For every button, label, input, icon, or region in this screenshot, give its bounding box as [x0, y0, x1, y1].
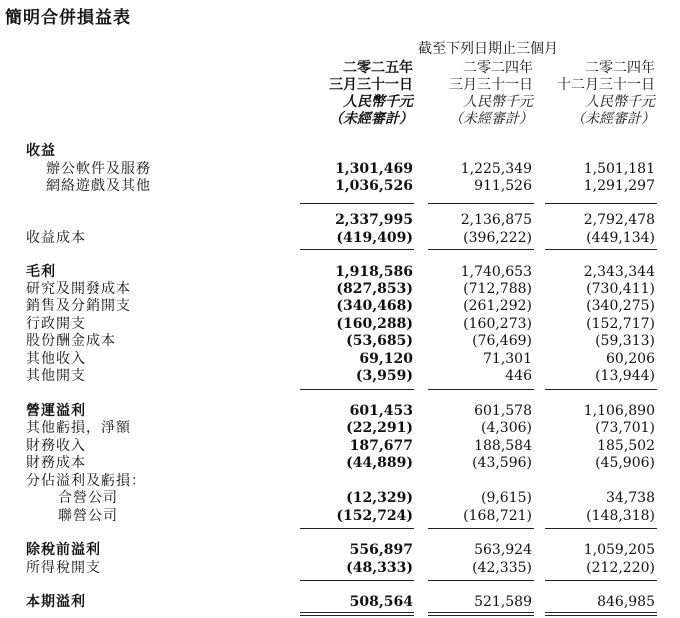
value-cell: (419,409) [336, 230, 413, 246]
value-cell: (42,335) [472, 560, 532, 576]
col1-date-line2: 三月三十一日 [329, 77, 413, 93]
value-cell: (59,313) [595, 333, 655, 349]
value-cell: (160,273) [463, 316, 532, 332]
value-cell: (43,596) [472, 455, 532, 471]
row-label-share-comp: 股份酬金成本 [26, 333, 116, 349]
subtotal-rule [300, 203, 414, 204]
subtotal-rule [428, 249, 534, 250]
col2-date-line2: 三月三十一日 [449, 77, 533, 93]
value-cell: (22,291) [346, 420, 413, 436]
value-cell: 60,206 [606, 351, 655, 367]
statement-title: 簡明合併損益表 [5, 8, 131, 28]
total-double-rule [545, 615, 657, 616]
total-double-rule [300, 612, 414, 613]
row-label-other-income: 其他收入 [26, 351, 86, 367]
value-cell: (827,853) [336, 281, 413, 297]
row-label-profit-before-tax: 除稅前溢利 [26, 542, 101, 558]
value-cell: (340,468) [336, 298, 413, 314]
value-cell: (152,724) [336, 508, 413, 524]
row-label-other-losses: 其他虧損，淨額 [26, 420, 131, 436]
value-cell: 34,738 [606, 490, 655, 506]
subtotal-rule [545, 203, 657, 204]
value-cell: 2,792,478 [583, 212, 655, 228]
value-cell: 1,301,469 [335, 161, 413, 177]
col3-date-line2: 十二月三十一日 [557, 77, 655, 93]
subtotal-rule [300, 249, 414, 250]
subtotal-rule [545, 389, 657, 390]
value-cell: 563,924 [474, 542, 532, 558]
total-double-rule [428, 615, 534, 616]
value-cell: (48,333) [346, 560, 413, 576]
value-cell: (449,134) [586, 230, 655, 246]
total-double-rule [300, 615, 414, 616]
value-cell: 846,985 [597, 594, 655, 610]
col3-audit: （未經審計） [571, 111, 655, 127]
value-cell: 71,301 [483, 351, 532, 367]
subtotal-rule [428, 580, 534, 581]
col2-audit: （未經審計） [449, 111, 533, 127]
row-label-associates: 聯營公司 [58, 508, 118, 524]
subtotal-rule [545, 528, 657, 529]
value-cell: (160,288) [336, 316, 413, 332]
value-cell: (168,721) [463, 508, 532, 524]
total-double-rule [545, 612, 657, 613]
value-cell: (3,959) [355, 368, 413, 384]
value-cell: 1,059,205 [583, 542, 655, 558]
value-cell: (45,906) [595, 455, 655, 471]
col1-unit: 人民幣千元 [343, 94, 413, 110]
col3-unit: 人民幣千元 [585, 94, 655, 110]
value-cell: 187,677 [349, 438, 413, 454]
col1-date-line1: 二零二五年 [343, 60, 413, 76]
subtotal-rule [300, 580, 414, 581]
value-cell: 1,501,181 [583, 161, 655, 177]
row-label-joint-ventures: 合營公司 [58, 490, 118, 506]
value-cell: (730,411) [586, 281, 655, 297]
period-header: 截至下列日期止三個月 [418, 41, 558, 57]
row-label-selling-cost: 銷售及分銷開支 [26, 298, 131, 314]
subtotal-rule [428, 389, 534, 390]
value-cell: 556,897 [349, 542, 413, 558]
value-cell: 446 [505, 368, 532, 384]
value-cell: (212,220) [586, 560, 655, 576]
row-label-admin-expense: 行政開支 [26, 316, 86, 332]
value-cell: 521,589 [474, 594, 532, 610]
value-cell: (4,306) [480, 420, 532, 436]
value-cell: 1,225,349 [460, 161, 532, 177]
row-label-revenue: 收益 [26, 143, 56, 159]
row-label-finance-income: 財務收入 [26, 438, 86, 454]
value-cell: 911,526 [474, 178, 532, 194]
value-cell: 188,584 [474, 438, 532, 454]
row-label-share-of-results: 分佔溢利及虧損： [26, 473, 146, 489]
value-cell: (13,944) [595, 368, 655, 384]
row-label-rnd-cost: 研究及開發成本 [26, 281, 131, 297]
value-cell: (12,329) [346, 490, 413, 506]
value-cell: (396,222) [463, 230, 532, 246]
subtotal-rule [545, 249, 657, 250]
value-cell: 1,918,586 [335, 264, 413, 280]
subtotal-rule [428, 203, 534, 204]
row-label-other-expense: 其他開支 [26, 368, 86, 384]
value-cell: 508,564 [349, 594, 413, 610]
value-cell: (340,275) [586, 298, 655, 314]
row-label-cost-of-revenue: 收益成本 [26, 230, 86, 246]
subtotal-rule [300, 389, 414, 390]
value-cell: 2,136,875 [460, 212, 532, 228]
row-label-profit-for-period: 本期溢利 [26, 594, 86, 610]
col2-unit: 人民幣千元 [463, 94, 533, 110]
value-cell: 1,106,890 [583, 403, 655, 419]
subtotal-rule [545, 580, 657, 581]
value-cell: (712,788) [463, 281, 532, 297]
col1-audit: （未經審計） [329, 111, 413, 127]
value-cell: (152,717) [586, 316, 655, 332]
subtotal-rule [428, 528, 534, 529]
value-cell: (53,685) [346, 333, 413, 349]
row-label-online-games: 網絡遊戲及其他 [46, 178, 151, 194]
row-label-office-software: 辦公軟件及服務 [46, 161, 151, 177]
value-cell: (44,889) [346, 455, 413, 471]
value-cell: 69,120 [359, 351, 413, 367]
value-cell: 1,291,297 [583, 178, 655, 194]
value-cell: 1,740,653 [460, 264, 532, 280]
value-cell: (73,701) [595, 420, 655, 436]
value-cell: 185,502 [597, 438, 655, 454]
value-cell: (76,469) [472, 333, 532, 349]
value-cell: 601,453 [349, 403, 413, 419]
value-cell: (148,318) [586, 508, 655, 524]
value-cell: (261,292) [463, 298, 532, 314]
value-cell: 1,036,526 [335, 178, 413, 194]
subtotal-rule [300, 528, 414, 529]
value-cell: 2,337,995 [335, 212, 413, 228]
col2-date-line1: 二零二四年 [463, 60, 533, 76]
col3-date-line1: 二零二四年 [585, 60, 655, 76]
total-double-rule [428, 612, 534, 613]
row-label-income-tax: 所得稅開支 [26, 560, 101, 576]
row-label-operating-profit: 營運溢利 [26, 403, 86, 419]
row-label-gross-profit: 毛利 [26, 264, 56, 280]
value-cell: (9,615) [480, 490, 532, 506]
row-label-finance-cost: 財務成本 [26, 455, 86, 471]
value-cell: 2,343,344 [583, 264, 655, 280]
value-cell: 601,578 [474, 403, 532, 419]
